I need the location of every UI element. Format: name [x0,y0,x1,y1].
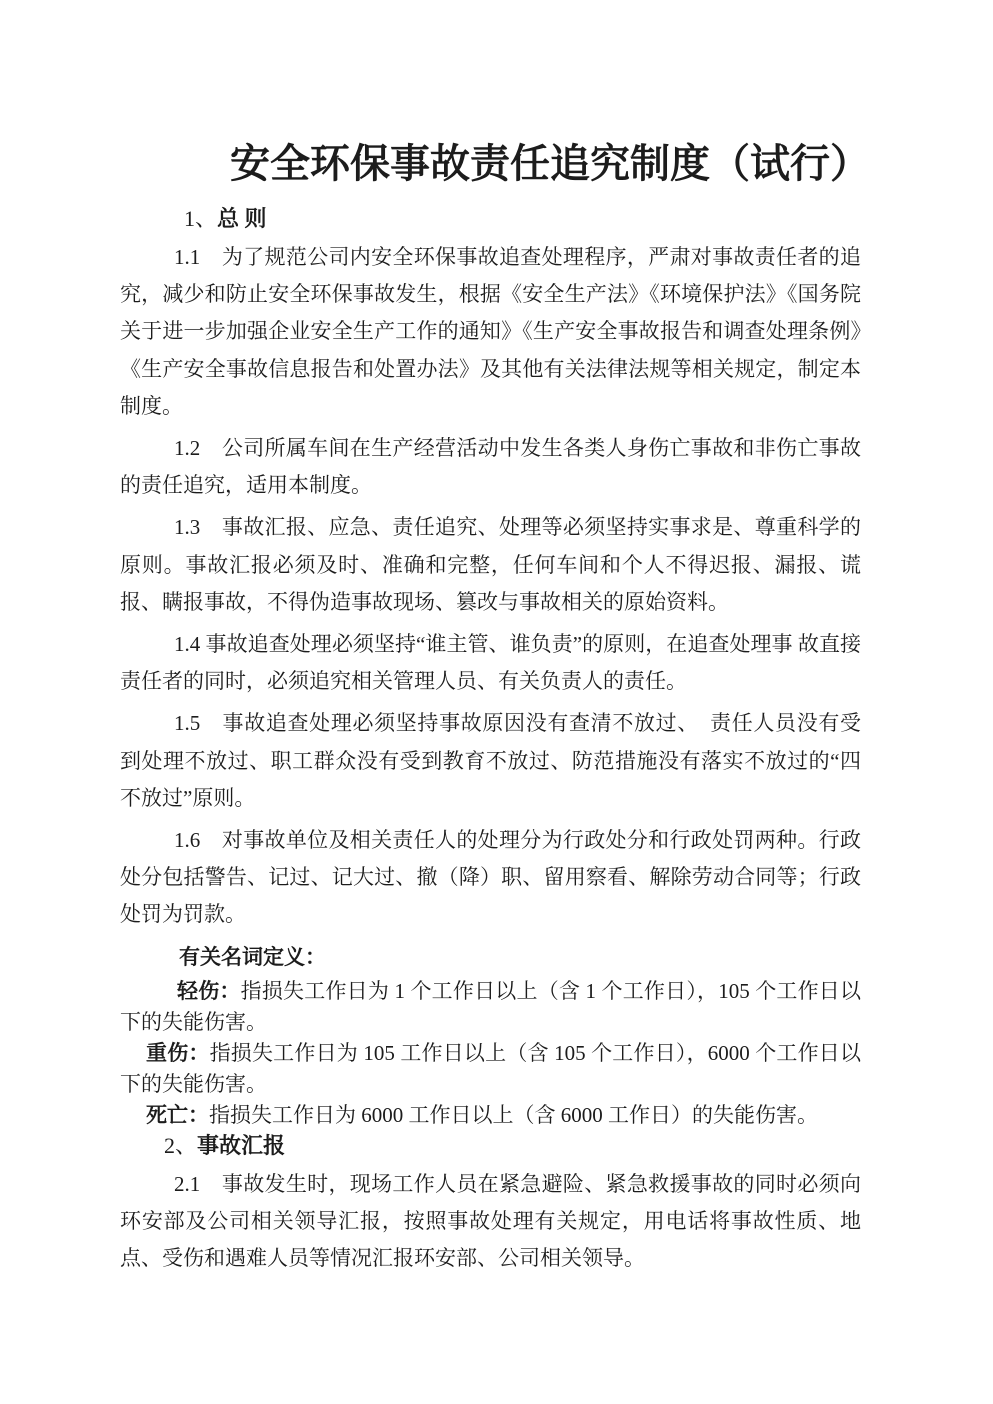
section-1-number: 1、 [184,206,218,231]
paragraph-1-6: 1.6 对事故单位及相关责任人的处理分为行政处分和行政处罚两种。行政处分包括警告、记过、记大过、撤（降）职、留用察看、解除劳动合同等；行政处罚为罚款。 [120,828,861,927]
document-title: 安全环保事故责任追究制度（试行） [230,141,870,186]
section-1-heading-label: 总 则 [217,206,267,231]
paragraph-1-1: 1.1 为了规范公司内安全环保事故追查处理程序，严肃对事故责任者的追究，减少和防止安全环保事故发生，根据《安全生产法》《环境保护法》《国务院关于进一步加强企业安全生产工作的通知》《生产安全事故报告和调查处理条例》《生产安全事故信息报告和处置办法》及其他有关法律法规等相关规定，制定本制度。 [120,245,861,418]
section-2-heading [120,1131,861,1161]
section-2-heading-label: 事故汇报 [197,1132,286,1158]
definitions-heading: 有关名词定义： [179,944,326,969]
paragraph-1-3: 1.3 事故汇报、应急、责任追究、处理等必须坚持实事求是、尊重科学的原则。事故汇报必须及时、准确和完整，任何车间和个人不得迟报、漏报、谎报、瞒报事故，不得伪造事故现场、篡改与事故相关的原始资料。 [120,515,861,614]
definition-death-text: 指损失工作日为 6000 工作日以上（含 6000 工作日）的失能伤害。 [209,1102,818,1127]
definition-death [120,1100,861,1131]
section-1-heading [120,204,861,234]
definition-serious-injury-text: 指损失工作日为 105 工作日以上（含 105 个工作日），6000 个工作日以下的失能伤害。 [120,1040,862,1096]
definition-minor-injury-text: 指损失工作日为 1 个工作日以上（含 1 个工作日），105 个工作日以下的失能伤害。 [120,978,862,1034]
definition-serious-injury-term: 重伤： [146,1040,210,1065]
paragraph-1-5: 1.5 事故追查处理必须坚持事故原因没有查清不放过、 责任人员没有受到处理不放过、职工群众没有受到教育不放过、防范措施没有落实不放过的“四 不放过”原则。 [120,711,861,810]
definition-death-term: 死亡： [146,1102,209,1127]
definition-minor-injury [120,976,861,1038]
section-2-number: 2、 [164,1132,198,1158]
definition-minor-injury-term: 轻伤： [177,978,241,1003]
paragraph-1-4: 1.4 事故追查处理必须坚持“谁主管、谁负责”的原则，在追查处理事 故直接责任者的同时，必须追究相关管理人员、有关负责人的责任。 [120,632,861,694]
paragraph-1-2: 1.2 公司所属车间在生产经营活动中发生各类人身伤亡事故和非伤亡事故的责任追究，适用本制度。 [120,436,861,498]
definition-serious-injury [120,1038,861,1100]
paragraph-2-1: 2.1 事故发生时，现场工作人员在紧急避险、紧急救援事故的同时必须向环安部及公司相关领导汇报，按照事故处理有关规定，用电话将事故性质、地点、受伤和遇难人员等情况汇报环安部、公司相关领导。 [120,1171,861,1271]
